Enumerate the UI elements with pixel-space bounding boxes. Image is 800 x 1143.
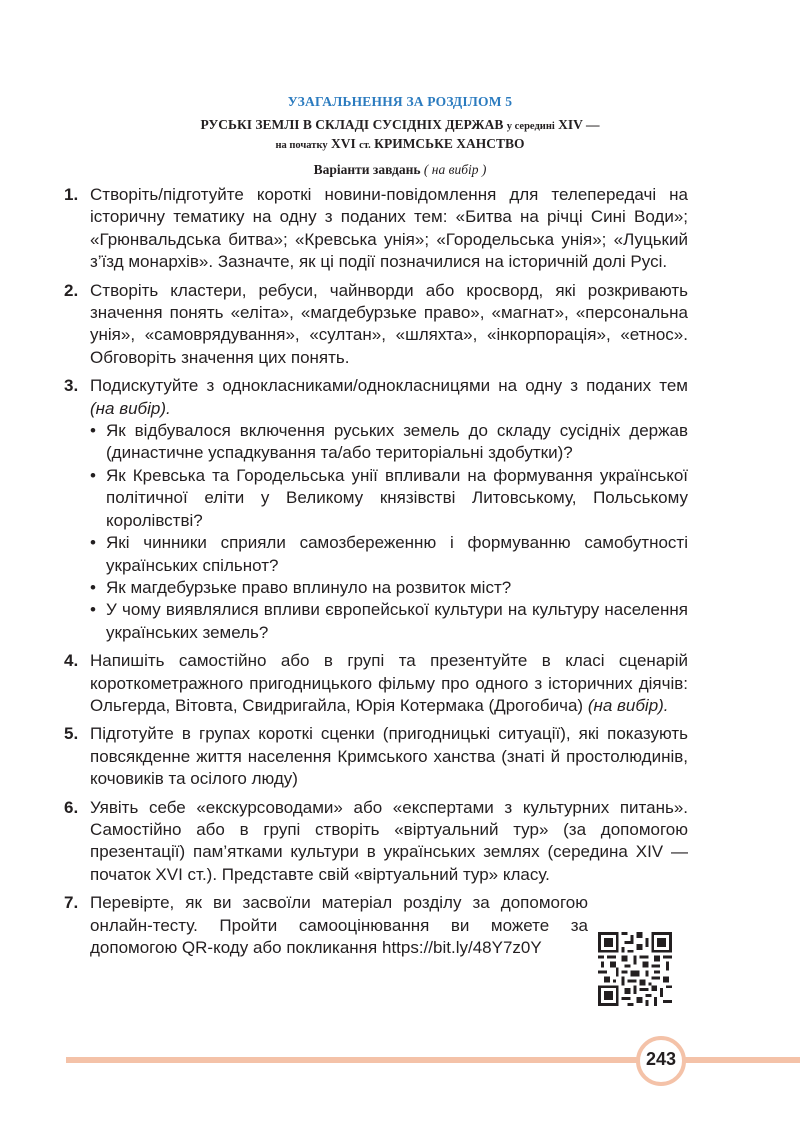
chapter-title-start: на початку (275, 140, 328, 151)
task-5 (64, 723, 688, 790)
task-6 (64, 797, 688, 887)
task-7 (64, 892, 588, 959)
chapter-title-century: XIV — (558, 117, 600, 132)
task-text[interactable]: Перевірте, як ви засвоїли матеріал розділу за допомогою онлайн-тесту. Пройти самооцінювання ви можете за допомогою QR-коду або покликання https://bit.ly/48Y7z0Y (90, 893, 588, 957)
list-item: • У чому виявлялися впливи європейської культури на культуру населення українських земель? (90, 599, 688, 644)
task-number: 1. (64, 185, 79, 204)
chapter-title-st: ст. (359, 140, 371, 151)
task-1 (64, 184, 688, 274)
footer-rule (66, 1057, 800, 1063)
task-number: 3. (64, 376, 79, 396)
task-text: Створіть кластери, ребуси, чайнворди або кросворд, які розкривають значення понять «еліта», «магдебурзьке право», «магнат», «персональна унія», «самоврядування», «султан», «шляхта», «інкорпорація», «етнос». Обговоріть значення цих понять. (90, 280, 688, 367)
list-item: • Які чинники сприяли самозбереженню і формуванню самобутності українських спільнот? (90, 532, 688, 577)
page-number: 243 (645, 1049, 677, 1069)
chapter-title-mid: у середині (506, 121, 555, 132)
list-item: • Як магдебурзьке право вплинуло на розвиток міст? (90, 577, 688, 599)
variants-note: ( на вибір ) (423, 162, 487, 177)
task-note: (на вибір). (587, 695, 669, 715)
chapter-title-century-2: XVI (330, 136, 356, 151)
task-number: 6. (64, 797, 79, 817)
task-text: Уявіть себе «екскурсоводами» або «експертами з культурних питань». Самостійно або в групі створіть «віртуальний тур» (за допомогою презентації) пам’ятками культури в українських землях (середина XIV — початок XVI ст.). Представте свій «віртуальний тур» класу. (90, 797, 688, 884)
chapter-title-main: РУСЬКІ ЗЕМЛІ В СКЛАДІ СУСІДНІХ ДЕРЖАВ (200, 117, 504, 132)
task-number: 4. (64, 651, 79, 671)
task-note: (на вибір). (90, 398, 171, 418)
task-list (64, 184, 688, 965)
task-text: Подискутуйте з однокласниками/однокласницями на одну з поданих тем (90, 376, 688, 396)
task-number: 5. (64, 724, 79, 744)
task-2 (64, 280, 688, 370)
task-number: 7. (64, 893, 79, 913)
task-number: 2. (64, 280, 79, 300)
qr-code-icon[interactable] (598, 932, 672, 1006)
list-item: • Як Кревська та Городельська унії впливали на формування української політичної еліти у Великому князівстві Литовському, Польському королівстві? (90, 465, 688, 532)
section-heading: УЗАГАЛЬНЕННЯ ЗА РОЗДІЛОМ 5 (287, 94, 513, 109)
task-4 (64, 650, 688, 717)
list-item: • Як відбувалося включення руських земель до складу сусідніх держав (династичне успадкування та/або територіальні здобутки)? (90, 420, 688, 465)
task-3 (64, 375, 688, 644)
task-text: Напишіть самостійно або в групі та презентуйте в класі сценарій короткометражного пригодницького фільму про одного з історичних діячів: Ольгерда, Вітовта, Свидригайла, Юрія Котермака (Дрогобича) (90, 651, 688, 715)
task-text: Створіть/підготуйте короткі новини-повідомлення для телепередачі на історичну тематику на одну з поданих тем: «Битва на річці Сині Води»; «Грюнвальдська битва»; «Кревська унія»; «Городельська унія»; «Луцький з’їзд монархів». Зазначте, як ці події позначилися на історичній долі Русі. (90, 185, 688, 272)
variants-heading (0, 162, 800, 178)
task-text: Підготуйте в групах короткі сценки (пригодницькі ситуації), які показують повсякденне життя населення Кримського ханства (знаті й простолюдинів, кочовиків та осілого люду) (90, 724, 688, 789)
variants-label: Варіанти завдань (313, 162, 421, 177)
chapter-title-line-1 (0, 117, 800, 133)
discussion-topics (90, 420, 688, 644)
chapter-title-khanate: КРИМСЬКЕ ХАНСТВО (374, 136, 525, 151)
chapter-title-line-2 (0, 136, 800, 152)
